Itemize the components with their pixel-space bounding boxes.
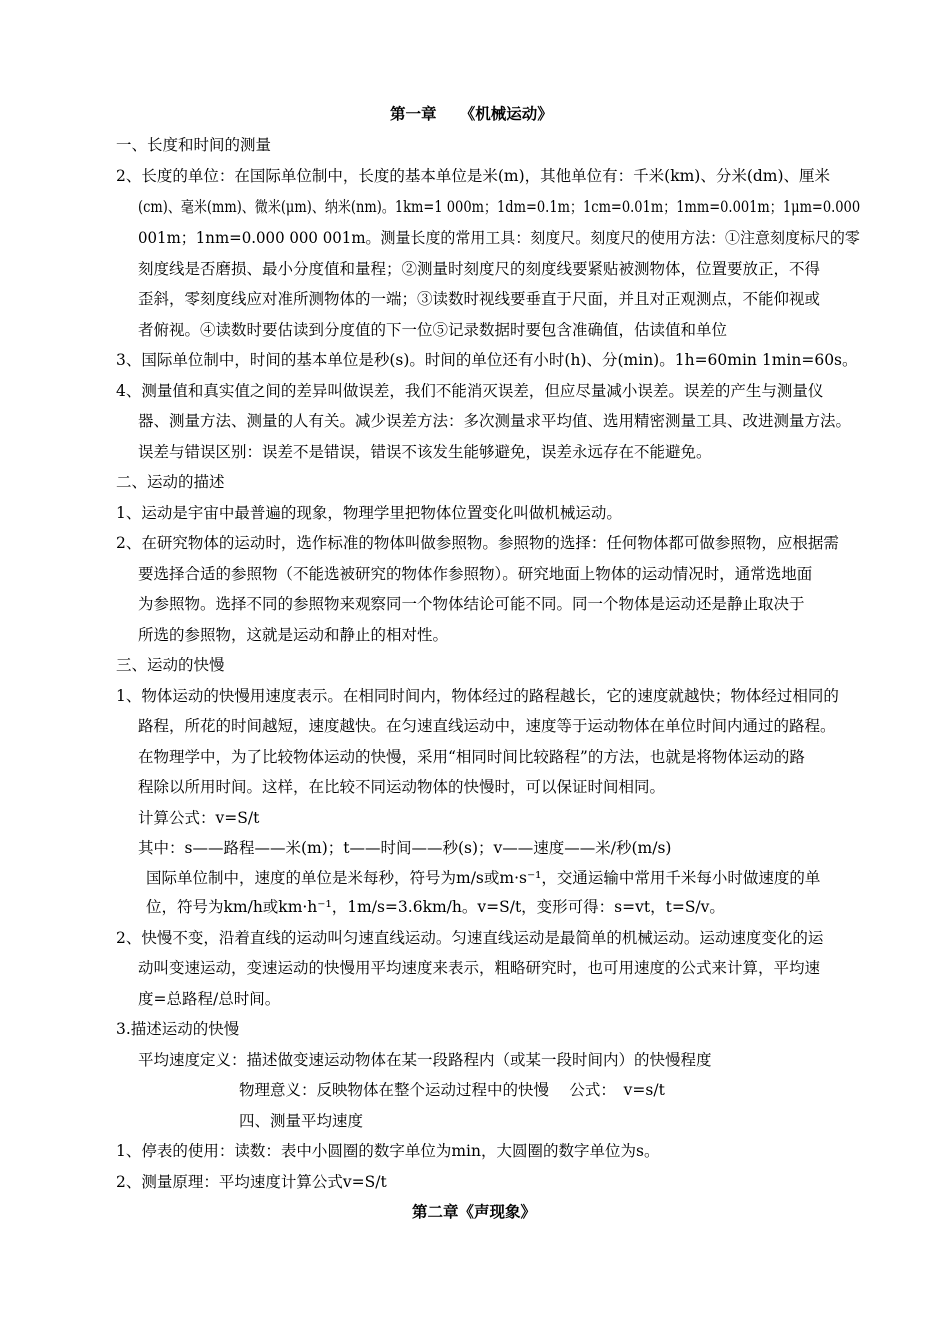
paragraph-line: (cm)、毫米(mm)、微米(μm)、纳米(nm)。1km=1 000m；1dm=0.1m；1cm=0.01m；1mm=0.001m；1μm=0.000 xyxy=(138,198,861,216)
section-3-heading: 三、运动的快慢 xyxy=(116,656,225,674)
section-4-heading: 四、测量平均速度 xyxy=(239,1112,364,1130)
chapter-1-title: 第一章 《机械运动》 xyxy=(390,104,553,123)
paragraph-line: 误差与错误区别：误差不是错误，错误不该发生能够避免，误差永远存在不能避免。 xyxy=(138,443,712,461)
paragraph-line: 在物理学中，为了比较物体运动的快慢，采用“相同时间比较路程”的方法，也就是将物体运动的路 xyxy=(138,748,805,766)
paragraph-line: 者俯视。④读数时要估读到分度值的下一位⑤记录数据时要包含准确值，估读值和单位 xyxy=(138,321,728,339)
paragraph-line: 所选的参照物，这就是运动和静止的相对性。 xyxy=(138,626,449,644)
formula-legend: 其中：s——路程——米(m)；t——时间——秒(s)；v——速度——米/秒(m/s) xyxy=(138,839,672,857)
paragraph-line: 1、物体运动的快慢用速度表示。在相同时间内，物体经过的路程越长，它的速度就越快；物体经过相同的 xyxy=(116,687,839,705)
meaning-line: 物理意义：反映物体在整个运动过程中的快慢 公式： v=s/t xyxy=(239,1081,665,1099)
paragraph-line: 度=总路程/总时间。 xyxy=(138,990,281,1008)
paragraph-line: 1、停表的使用：读数：表中小圆圈的数字单位为min，大圆圈的数字单位为s。 xyxy=(116,1142,660,1160)
paragraph-line: 路程，所花的时间越短，速度越快。在匀速直线运动中，速度等于运动物体在单位时间内通过的路程。 xyxy=(138,717,836,735)
subsection-heading: 3.描述运动的快慢 xyxy=(116,1020,240,1038)
paragraph-line: 歪斜，零刻度线应对准所测物体的一端；③读数时视线要垂直于尺面，并且对正观测点，不能仰视或 xyxy=(138,290,821,308)
paragraph-line: 2、长度的单位：在国际单位制中，长度的基本单位是米(m)，其他单位有：千米(km)、分米(dm)、厘米 xyxy=(116,167,831,185)
chapter-2-title: 第二章《声现象》 xyxy=(412,1202,537,1221)
paragraph-line: 2、测量原理：平均速度计算公式v=S/t xyxy=(116,1173,387,1191)
paragraph-line: 刻度线是否磨损、最小分度值和量程；②测量时刻度尺的刻度线要紧贴被测物体，位置要放正，不得 xyxy=(138,260,821,278)
section-1-heading: 一、长度和时间的测量 xyxy=(116,136,272,154)
paragraph-line: 为参照物。选择不同的参照物来观察同一个物体结论可能不同。同一个物体是运动还是静止取决于 xyxy=(138,595,805,613)
paragraph-line: 动叫变速运动，变速运动的快慢用平均速度来表示，粗略研究时，也可用速度的公式来计算，平均速 xyxy=(138,959,821,977)
paragraph-line: 001m；1nm=0.000 000 001m。测量长度的常用工具：刻度尺。刻度尺的使用方法：①注意刻度标尺的零 xyxy=(138,229,860,247)
paragraph-line: 位，符号为km/h或km·h⁻¹，1m/s=3.6km/h。v=S/t，变形可得：s=vt，t=S/v。 xyxy=(146,898,725,916)
paragraph-line: 国际单位制中，速度的单位是米每秒，符号为m/s或m·s⁻¹，交通运输中常用千米每小时做速度的单 xyxy=(146,869,821,887)
paragraph-line: 程除以所用时间。这样，在比较不同运动物体的快慢时，可以保证时间相同。 xyxy=(138,778,666,796)
paragraph-line: 2、在研究物体的运动时，选作标准的物体叫做参照物。参照物的选择：任何物体都可做参照物，应根据需 xyxy=(116,534,839,552)
paragraph-line: 要选择合适的参照物（不能选被研究的物体作参照物）。研究地面上物体的运动情况时，通常选地面 xyxy=(138,565,813,583)
definition-line: 平均速度定义：描述做变速运动物体在某一段路程内（或某一段时间内）的快慢程度 xyxy=(138,1051,712,1069)
paragraph-line: 1、运动是宇宙中最普遍的现象，物理学里把物体位置变化叫做机械运动。 xyxy=(116,504,622,522)
paragraph-line: 2、快慢不变，沿着直线的运动叫匀速直线运动。匀速直线运动是最简单的机械运动。运动速度变化的运 xyxy=(116,929,824,947)
paragraph-line: 3、国际单位制中，时间的基本单位是秒(s)。时间的单位还有小时(h)、分(min)。1h=60min 1min=60s。 xyxy=(116,351,858,369)
paragraph-line: 4、测量值和真实值之间的差异叫做误差，我们不能消灭误差，但应尽量减小误差。误差的产生与测量仪 xyxy=(116,382,824,400)
section-2-heading: 二、运动的描述 xyxy=(116,473,225,491)
paragraph-line: 器、测量方法、测量的人有关。减少误差方法：多次测量求平均值、选用精密测量工具、改进测量方法。 xyxy=(138,412,852,430)
formula-line: 计算公式：v=S/t xyxy=(138,809,260,827)
